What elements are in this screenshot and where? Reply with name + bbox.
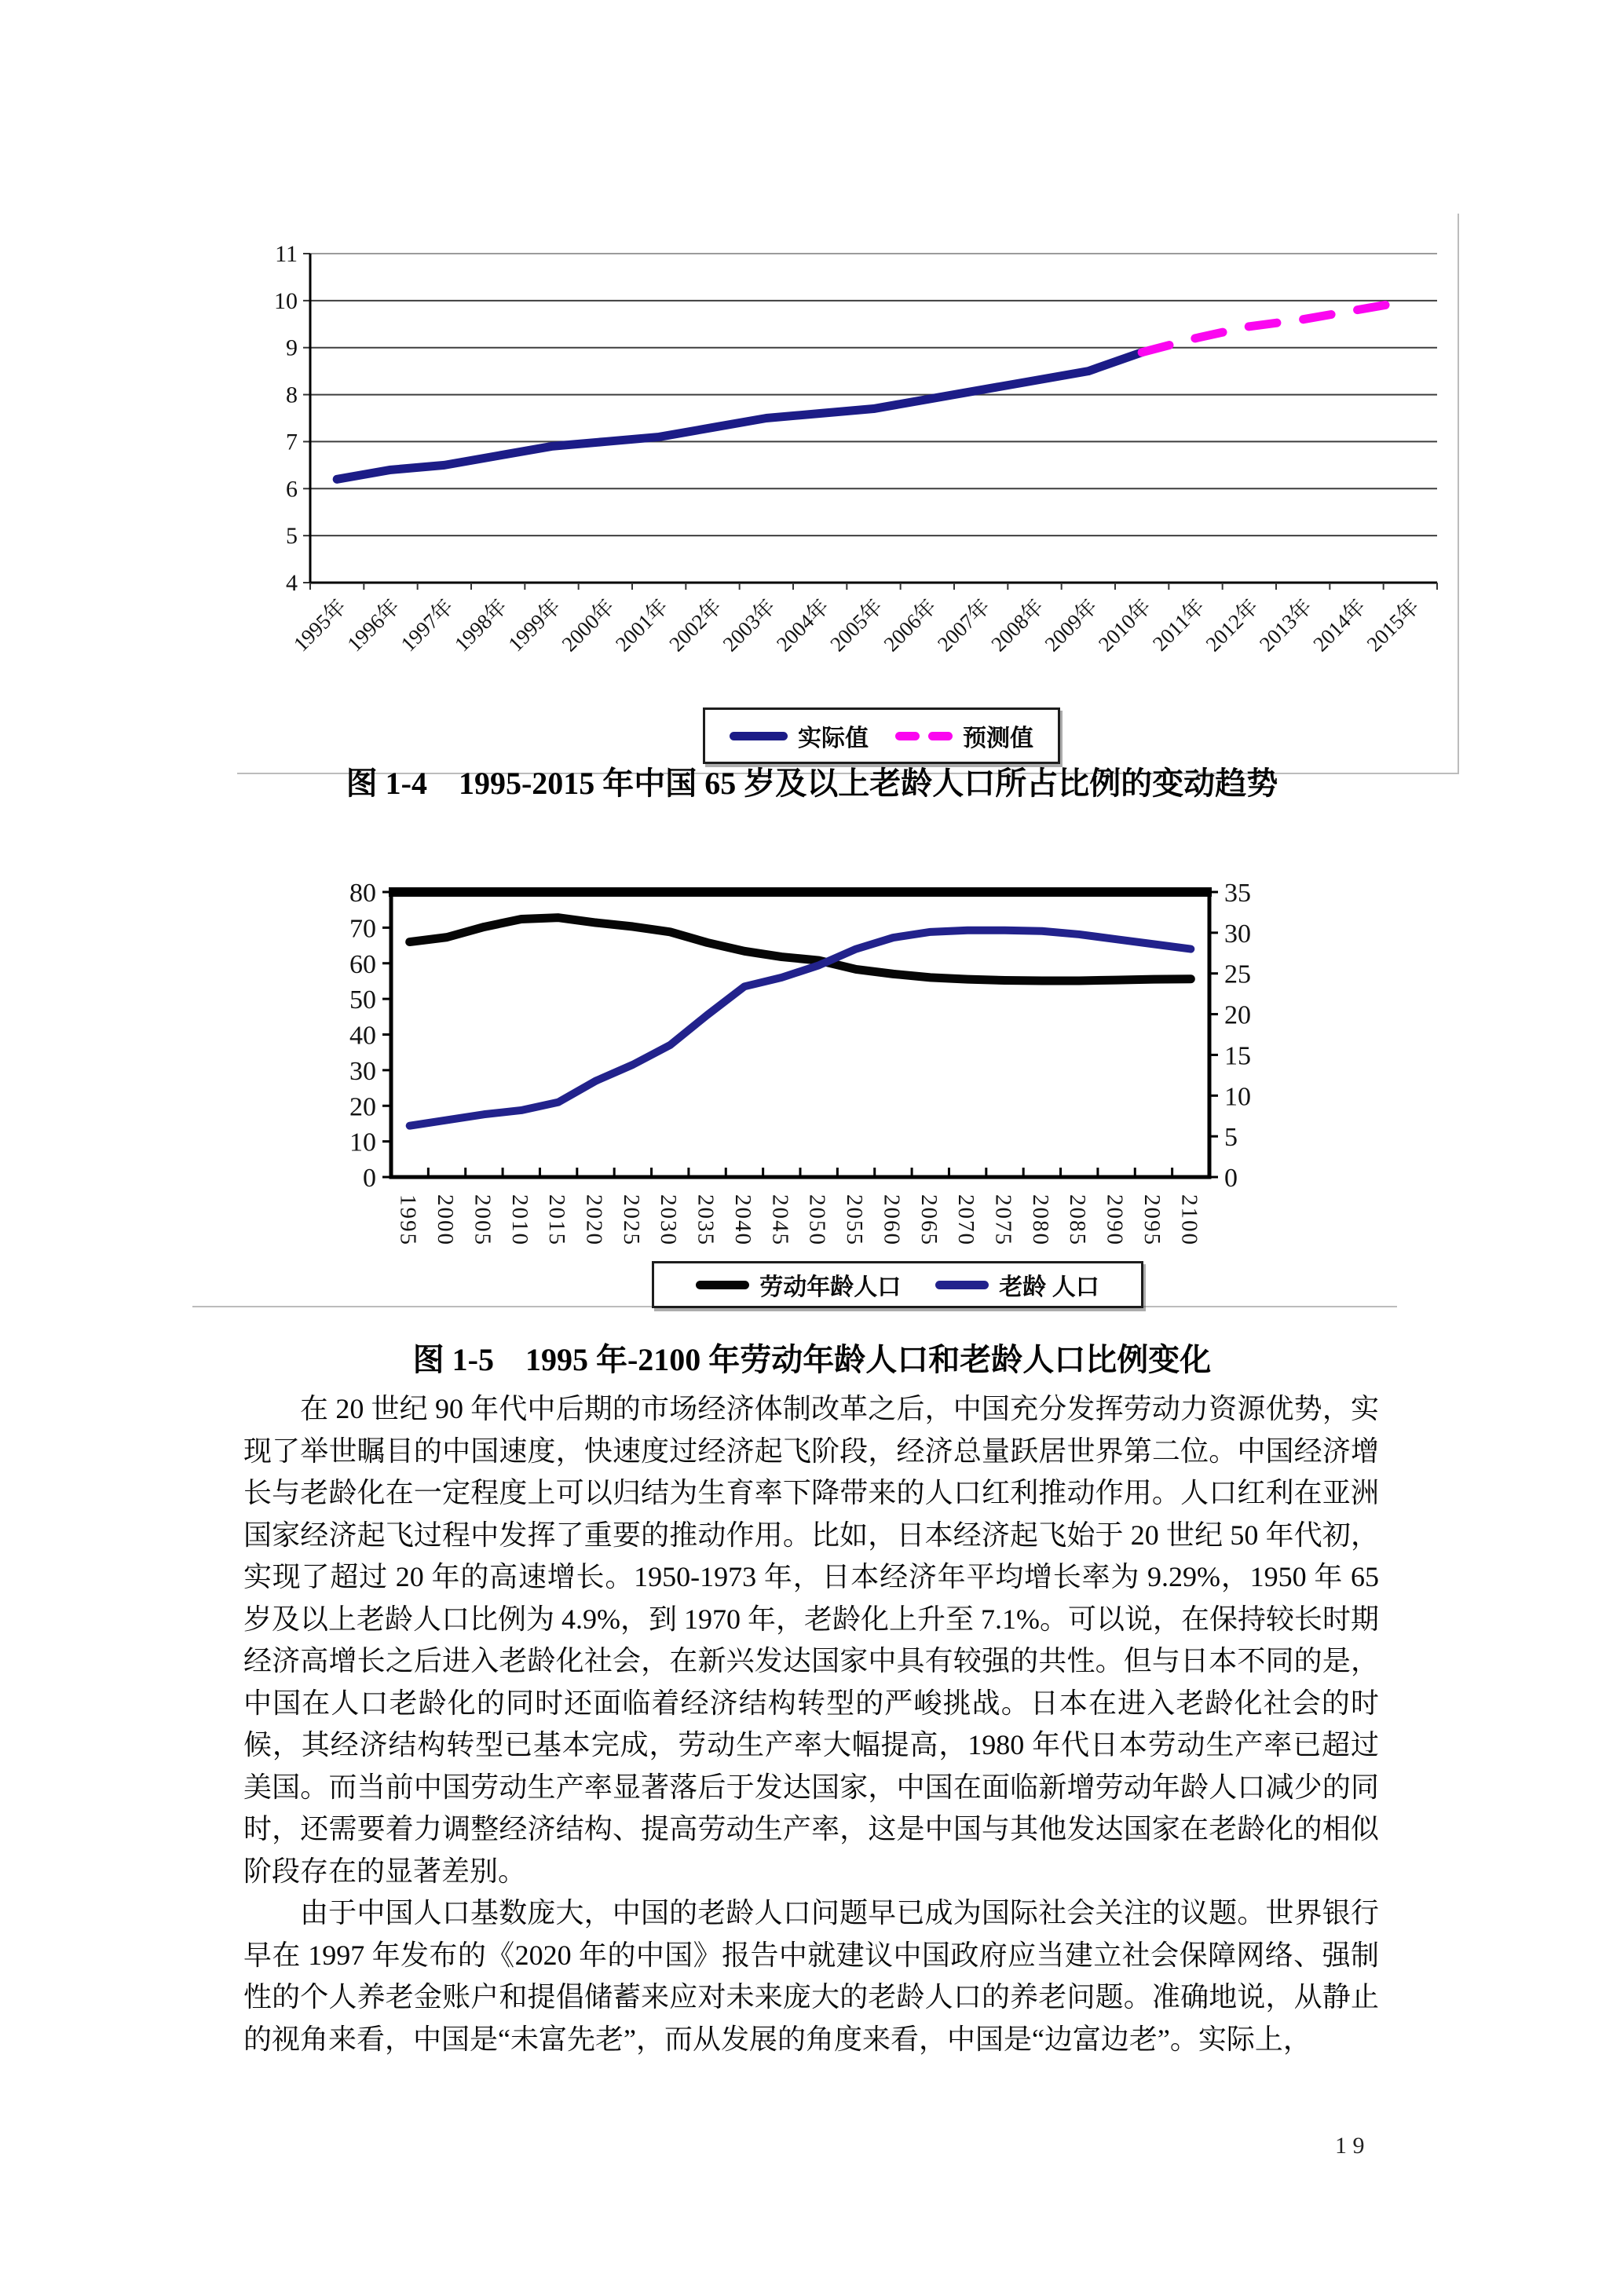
svg-text:2014年: 2014年 [1308,594,1370,656]
legend-item-elderly [935,1267,1099,1302]
svg-text:20: 20 [1224,1000,1251,1030]
svg-text:2000年: 2000年 [557,594,620,656]
svg-text:25: 25 [1224,960,1251,989]
figure-working-vs-elderly-population [192,843,1397,1307]
svg-text:2005年: 2005年 [825,594,887,656]
svg-text:1997年: 1997年 [396,594,459,656]
svg-text:1995年: 1995年 [288,594,351,656]
working-age-line-swatch [696,1281,749,1289]
legend-item-forecast [895,718,1033,753]
legend-label-actual: 实际值 [798,726,869,751]
svg-text:2025: 2025 [618,1194,644,1246]
svg-text:2075: 2075 [990,1194,1016,1246]
svg-text:2035: 2035 [693,1194,719,1246]
legend-label-forecast: 预测值 [963,726,1033,751]
svg-text:2008年: 2008年 [986,594,1048,656]
svg-text:5: 5 [286,523,298,550]
svg-text:80: 80 [349,879,376,908]
svg-text:2006年: 2006年 [879,594,942,656]
svg-text:2065: 2065 [916,1194,942,1246]
svg-text:6: 6 [286,476,298,503]
elderly-line-swatch [935,1281,989,1289]
svg-text:70: 70 [349,914,376,944]
svg-text:5: 5 [1224,1123,1238,1153]
svg-text:7: 7 [286,429,298,455]
svg-text:4: 4 [286,570,298,596]
svg-text:30: 30 [1224,919,1251,949]
svg-text:2007年: 2007年 [932,594,995,656]
svg-text:2011年: 2011年 [1147,594,1209,656]
svg-text:0: 0 [1224,1164,1238,1193]
svg-text:50: 50 [349,985,376,1015]
svg-text:0: 0 [363,1164,376,1193]
svg-text:2030: 2030 [656,1194,682,1246]
svg-text:2040: 2040 [730,1194,755,1246]
forecast-dash-swatch [895,732,953,740]
legend-item-actual [730,718,869,753]
figure-elderly-ratio-trend [237,214,1459,774]
svg-text:2050: 2050 [804,1194,830,1246]
svg-text:1998年: 1998年 [449,594,512,656]
svg-text:2015: 2015 [544,1194,570,1246]
svg-text:2010: 2010 [507,1194,532,1246]
paragraph-2: 由于中国人口基数庞大，中国的老龄人口问题早已成为国际社会关注的议题。世界银行早在 1997 年发布的《2020 年的中国》报告中就建议中国政府应当建立社会保障网络、强制性的个人养老金账户和提倡储蓄来应对未来庞大的老龄人口的养老问题。准确地说，从静止的视角来看，中国是“未富先老”，而从发展的角度来看，中国是“边富边老”。实际上， [243,1897,1379,2055]
svg-text:2070: 2070 [953,1194,979,1246]
svg-text:2013年: 2013年 [1254,594,1317,656]
svg-text:2002年: 2002年 [664,594,726,656]
svg-text:20: 20 [349,1092,376,1122]
figure-1-5-caption: 图 1-5 1995 年-2100 年劳动年龄人口和老龄人口比例变化 [412,1342,1212,1377]
svg-text:9: 9 [286,335,298,361]
paragraph-1: 在 20 世纪 90 年代中后期的市场经济体制改革之后，中国充分发挥劳动力资源优势，实现了举世瞩目的中国速度，快速度过经济起飞阶段，经济总量跃居世界第二位。中国经济增长与老龄化在一定程度上可以归结为生育率下降带来的人口红利推动作用。人口红利在亚洲国家经济起飞过程中发挥了重要的推动作用。比如，日本经济起飞始于 20 世纪 50 年代初，实现了超过 20 年的高速增长。1950-1973 年，日本经济年平均增长率为 9.29%，1950 年 65 岁及以上老龄人口比例为 4.9%，到 1970 年，老龄化上升至 7.1%。可以说，在保持较长时期经济高增长之后进入老龄化社会，在新兴发达国家中具有较强的共性。但与日本不同的是，中国在人口老龄化的同时还面临着经济结构转型的严峻挑战。日本在进入老龄化社会的时候，其经济结构转型已基本完成，劳动生产率大幅提高，1980 年代日本劳动生产率已超过美国。而当前中国劳动生产率显著落后于发达国家，中国在面临新增劳动年龄人口减少的同时，还需要着力调整经济结构、提高劳动生产率，这是中国与其他发达国家在老龄化的相似阶段存在的显著差别。 [243,1393,1379,1887]
svg-text:2000: 2000 [433,1194,459,1246]
svg-text:15: 15 [1224,1041,1251,1071]
svg-text:2005: 2005 [470,1194,496,1246]
svg-text:2090: 2090 [1102,1194,1128,1246]
svg-text:2009年: 2009年 [1040,594,1103,656]
chart2-legend [652,1261,1143,1308]
svg-text:2085: 2085 [1065,1194,1091,1246]
legend-label-working-age: 劳动年龄人口 [759,1274,902,1300]
svg-text:40: 40 [349,1021,376,1051]
svg-text:11: 11 [275,241,298,267]
svg-text:35: 35 [1224,879,1251,908]
svg-text:10: 10 [1224,1082,1251,1112]
svg-text:2010年: 2010年 [1093,594,1156,656]
legend-label-elderly: 老龄 人口 [999,1274,1099,1300]
svg-text:2095: 2095 [1139,1194,1165,1246]
svg-text:2055: 2055 [842,1194,868,1246]
body-text [243,1388,1379,2060]
svg-text:10: 10 [274,287,298,314]
legend-item-working-age [696,1267,901,1302]
svg-text:10: 10 [349,1128,376,1157]
svg-text:1996年: 1996年 [342,594,404,656]
svg-text:30: 30 [349,1056,376,1086]
svg-text:2060: 2060 [879,1194,905,1246]
svg-text:1999年: 1999年 [503,594,565,656]
svg-text:2100: 2100 [1176,1194,1202,1246]
page-number: 1 9 [1335,2133,1365,2159]
svg-text:2001年: 2001年 [610,594,673,656]
svg-text:2012年: 2012年 [1201,594,1264,656]
svg-text:2015年: 2015年 [1362,594,1425,656]
svg-text:2080: 2080 [1027,1194,1053,1246]
actual-line-swatch [730,732,788,740]
svg-text:2045: 2045 [767,1194,793,1246]
line-chart-population-1995-2100 [192,843,1397,1306]
chart1-legend [703,707,1060,764]
svg-text:2004年: 2004年 [771,594,834,656]
line-chart-elderly-ratio-1995-2015 [237,214,1458,773]
svg-text:8: 8 [286,382,298,408]
figure-1-4-caption: 图 1-4 1995-2015 年中国 65 岁及以上老龄人口所占比例的变动趋势 [346,766,1278,801]
svg-text:1995: 1995 [395,1194,421,1246]
svg-text:60: 60 [349,949,376,979]
svg-text:2020: 2020 [581,1194,607,1246]
svg-text:2003年: 2003年 [718,594,781,656]
